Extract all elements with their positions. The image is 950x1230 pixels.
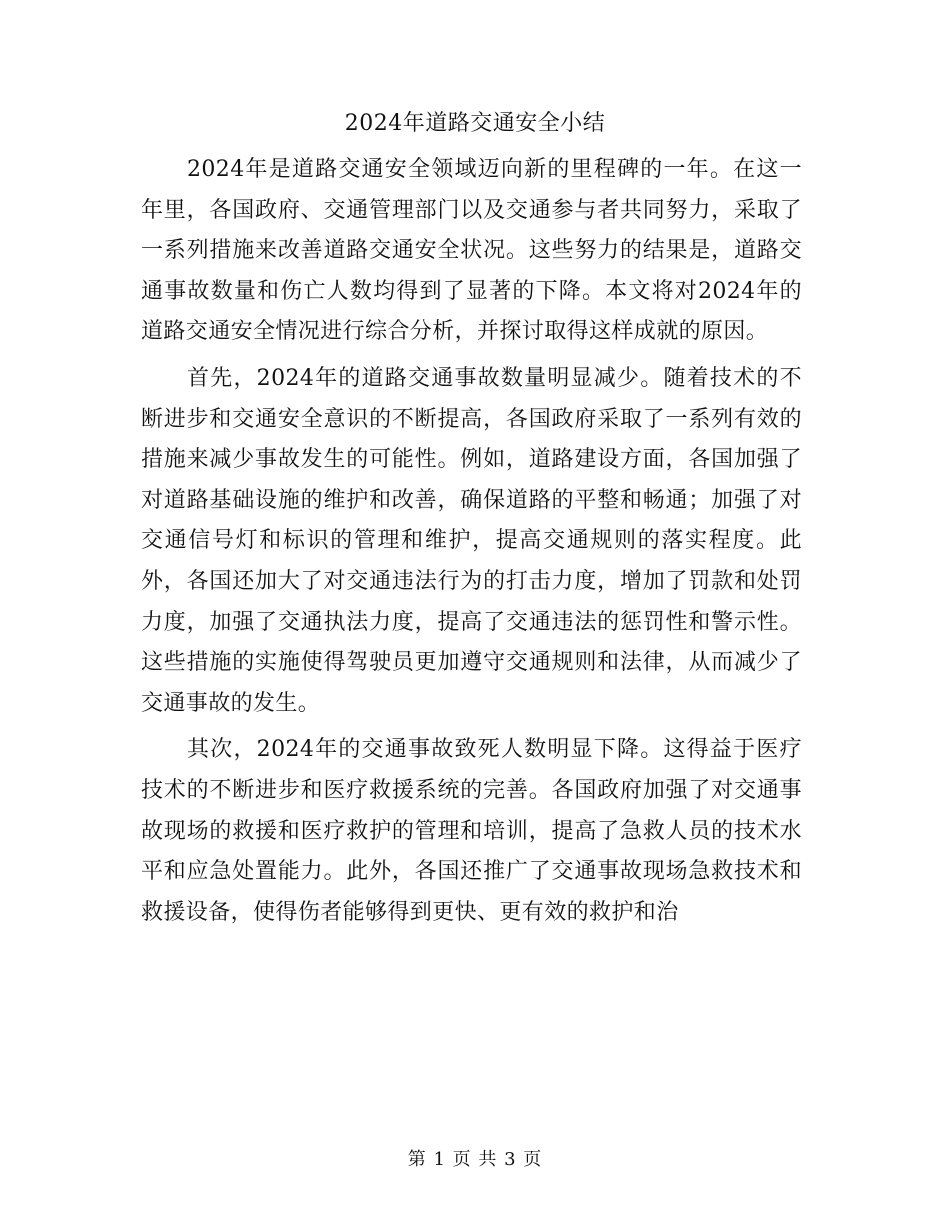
page-footer: 第 1 页 共 3 页 bbox=[407, 1149, 543, 1170]
paragraph-3: 其次，2024年的交通事故致死人数明显下降。这得益于医疗技术的不断进步和医疗救援系统的完善。各国政府加强了对交通事故现场的救援和医疗救护的管理和培训，提高了急救人员的技术水平和应急处置能力。此外，各国还推广了交通事故现场急救技术和救援设备，使得伤者能够得到更快、更有效的救护和治 bbox=[141, 737, 802, 925]
paragraph-2: 首先，2024年的道路交通事故数量明显减少。随着技术的不断进步和交通安全意识的不断提高，各国政府采取了一系列有效的措施来减少事故发生的可能性。例如，道路建设方面，各国加强了对道路基础设施的维护和改善，确保道路的平整和畅通；加强了对交通信号灯和标识的管理和维护，提高交通规则的落实程度。此外，各国还加大了对交通违法行为的打击力度，增加了罚款和处罚力度，加强了交通执法力度，提高了交通违法的惩罚性和警示性。这些措施的实施使得驾驶员更加遵守交通规则和法律，从而减少了交通事故的发生。 bbox=[141, 365, 802, 716]
document-body bbox=[141, 150, 802, 933]
document-title: 2024年道路交通安全小结 bbox=[344, 111, 606, 136]
paragraph-1: 2024年是道路交通安全领域迈向新的里程碑的一年。在这一年里，各国政府、交通管理部门以及交通参与者共同努力，采取了一系列措施来改善道路交通安全状况。这些努力的结果是，道路交通事故数量和伤亡人数均得到了显著的下降。本文将对2024年的道路交通安全情况进行综合分析，并探讨取得这样成就的原因。 bbox=[141, 157, 802, 345]
